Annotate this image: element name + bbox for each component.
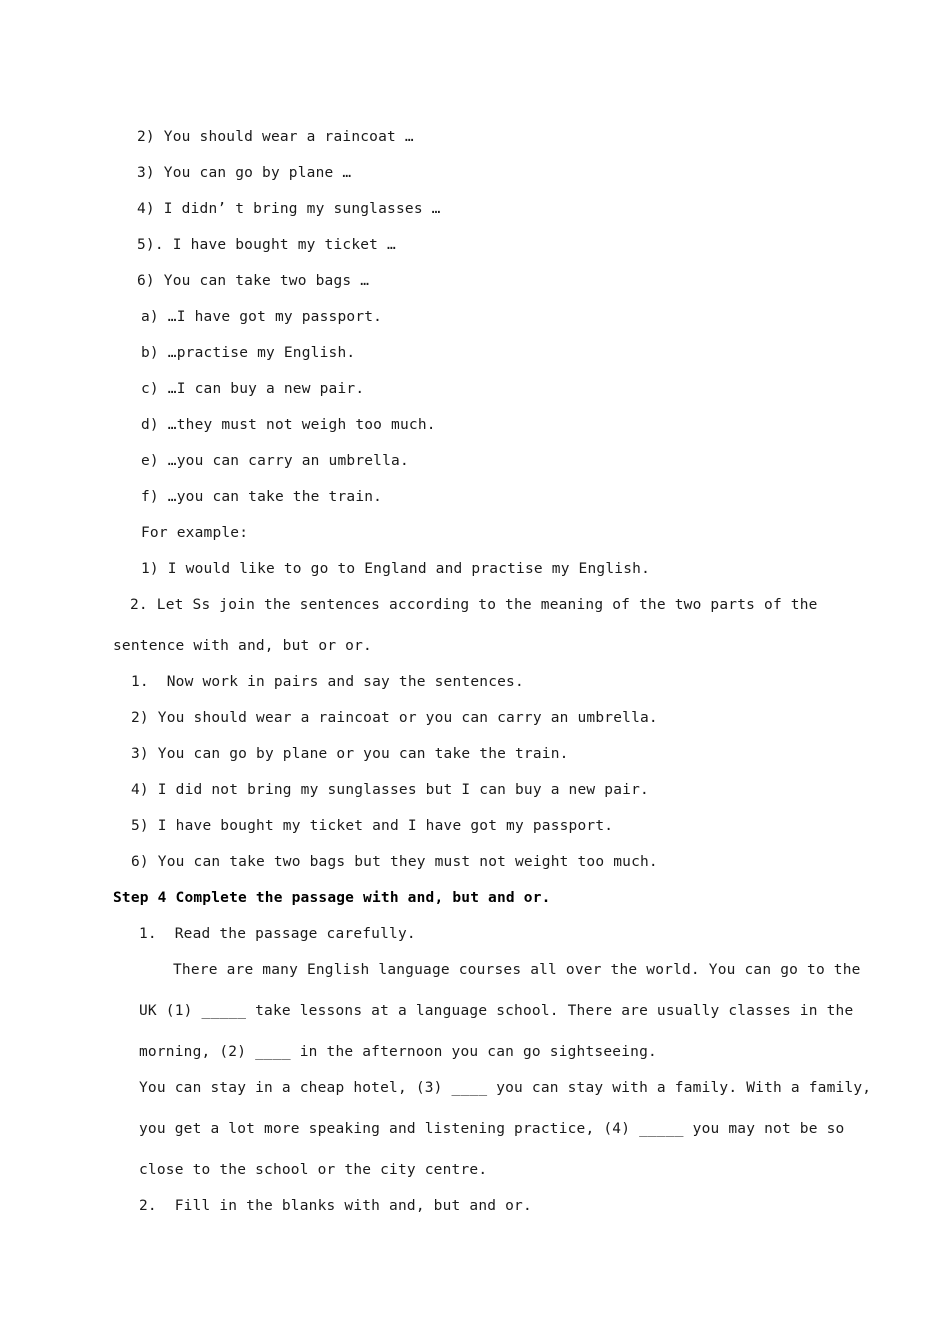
- match-right-item-b: b) …practise my English.: [141, 345, 356, 361]
- passage-line-3: morning, (2) ____ in the afternoon you can go sightseeing.: [139, 1044, 657, 1060]
- pairwork-item-3: 3) You can go by plane or you can take the train.: [131, 746, 569, 762]
- example-label: For example:: [141, 525, 249, 541]
- passage-line-2: UK (1) _____ take lessons at a language school. There are usually classes in the: [139, 1003, 854, 1019]
- match-right-item-d: d) …they must not weigh too much.: [141, 417, 436, 433]
- example-sentence: 1) I would like to go to England and practise my English.: [141, 561, 650, 577]
- pairwork-item-2: 2) You should wear a raincoat or you can carry an umbrella.: [131, 710, 658, 726]
- pairwork-title: 1. Now work in pairs and say the sentences.: [131, 674, 524, 690]
- passage-line-5: you get a lot more speaking and listening practice, (4) _____ you may not be so: [139, 1121, 845, 1137]
- step-4-heading: Step 4 Complete the passage with and, but and or.: [113, 890, 551, 906]
- match-right-item-a: a) …I have got my passport.: [141, 309, 383, 325]
- instruction-2-line-2: sentence with and, but or or.: [113, 638, 372, 654]
- match-left-item-5: 5). I have bought my ticket …: [137, 237, 396, 253]
- pairwork-item-5: 5) I have bought my ticket and I have got my passport.: [131, 818, 614, 834]
- match-right-item-f: f) …you can take the train.: [141, 489, 383, 505]
- pairwork-item-6: 6) You can take two bags but they must not weight too much.: [131, 854, 658, 870]
- step-4-task-1: 1. Read the passage carefully.: [139, 926, 416, 942]
- match-right-item-c: c) …I can buy a new pair.: [141, 381, 365, 397]
- passage-line-6: close to the school or the city centre.: [139, 1162, 488, 1178]
- match-left-item-6: 6) You can take two bags …: [137, 273, 370, 289]
- passage-line-4: You can stay in a cheap hotel, (3) ____ you can stay with a family. With a family,: [139, 1080, 872, 1096]
- match-left-item-4: 4) I didn’ t bring my sunglasses …: [137, 201, 441, 217]
- pairwork-item-4: 4) I did not bring my sunglasses but I can buy a new pair.: [131, 782, 649, 798]
- match-left-item-2: 2) You should wear a raincoat …: [137, 129, 414, 145]
- match-right-item-e: e) …you can carry an umbrella.: [141, 453, 409, 469]
- passage-line-1: There are many English language courses all over the world. You can go to the: [173, 962, 861, 978]
- step-4-task-2: 2. Fill in the blanks with and, but and or.: [139, 1198, 532, 1214]
- match-left-item-3: 3) You can go by plane …: [137, 165, 352, 181]
- instruction-2-line-1: 2. Let Ss join the sentences according to the meaning of the two parts of the: [130, 597, 818, 613]
